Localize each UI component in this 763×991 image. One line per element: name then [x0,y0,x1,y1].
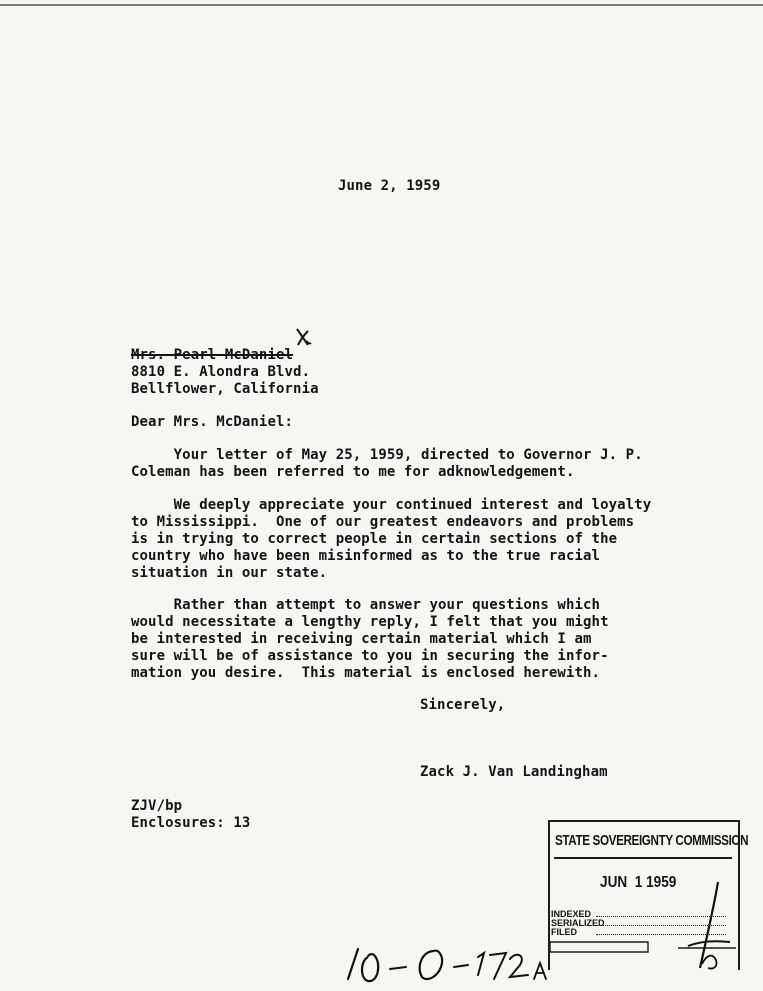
paragraph-1-line-1: Your letter of May 25, 1959, directed to Governor J. P. [131,447,643,463]
paragraph-2-line-2: to Mississippi. One of our greatest endeavors and problems [131,514,635,530]
closing: Sincerely, [420,697,506,713]
paragraph-3-line-5: mation you desire. This material is enclosed herewith. [131,665,601,681]
received-stamp [548,820,749,970]
recipient-name: Mrs. Pearl McDaniel [131,347,294,363]
paragraph-2-line-4: country who have been misinformed as to the true racial [131,548,601,564]
handwritten-x-mark [294,327,312,349]
letter-date: June 2, 1959 [338,178,441,194]
paragraph-1-line-2: Coleman has been referred to me for adknowledgement. [131,464,575,480]
page-top-edge [0,4,763,6]
enclosures-note: Enclosures: 13 [131,815,251,831]
recipient-city: Bellflower, California [131,381,319,397]
stamp-divider [554,857,732,859]
signer-name: Zack J. Van Landingham [420,764,608,780]
paragraph-2-line-1: We deeply appreciate your continued interest and loyalty [131,497,652,513]
handwritten-initial-mark [668,876,738,972]
stamp-row-filed: FILED [551,927,577,937]
paragraph-2-line-3: is in trying to correct people in certain sections of the [131,531,618,547]
salutation: Dear Mrs. McDaniel: [131,414,294,430]
handwritten-file-number [338,935,558,991]
typist-initials: ZJV/bp [131,798,183,814]
stamp-date: JUN 1 1959 [600,874,677,891]
stamp-row-indexed: INDEXED [551,909,592,919]
stamp-row-serialized: SERIALIZED [551,918,605,928]
paragraph-3-line-4: sure will be of assistance to you in securing the infor- [131,648,609,664]
recipient-street: 8810 E. Alondra Blvd. [131,364,311,380]
stamp-title: STATE SOVEREIGNTY COMMISSION [555,832,749,849]
paragraph-2-line-5: situation in our state. [131,565,328,581]
paragraph-3-line-2: would necessitate a lengthy reply, I felt that you might [131,614,609,630]
handwritten-file-number-drawing [338,935,558,987]
paragraph-3-line-1: Rather than attempt to answer your questions which [131,597,601,613]
paragraph-3-line-3: be interested in receiving certain material which I am [131,631,592,647]
